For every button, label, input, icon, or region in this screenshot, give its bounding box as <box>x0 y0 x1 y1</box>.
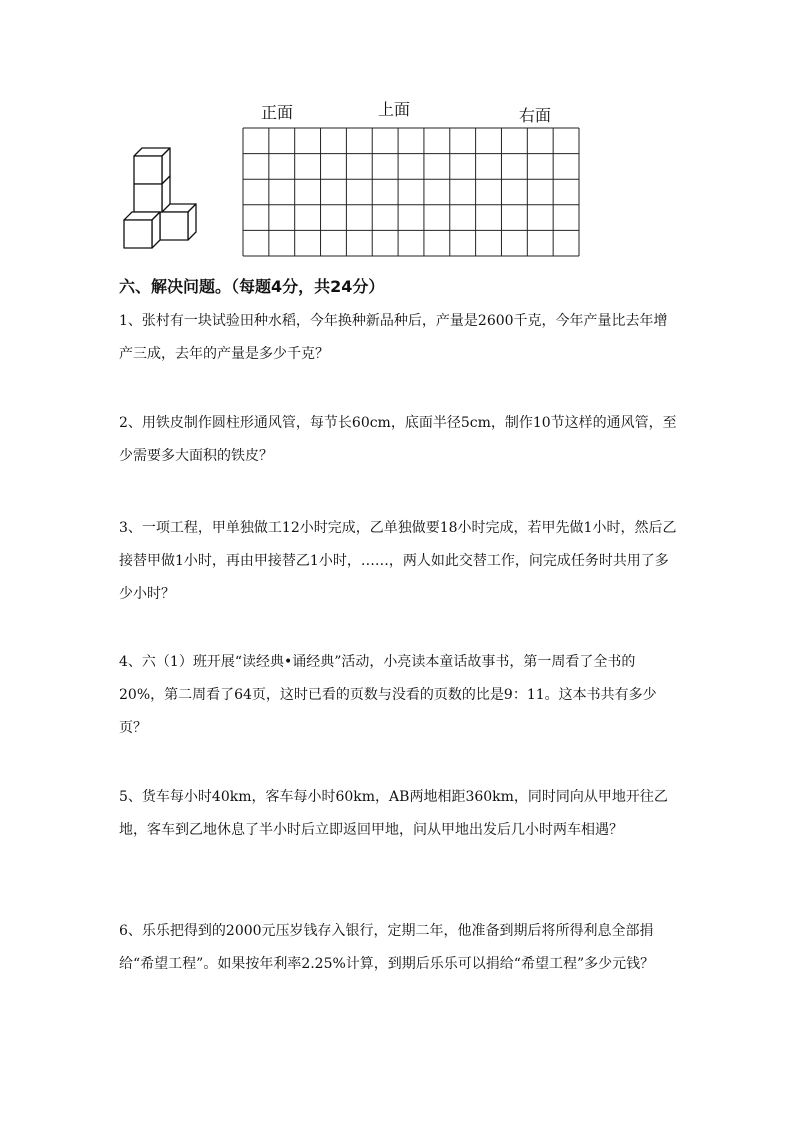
problem-2: 2、用铁皮制作圆柱形通风管，每节长60cm，底面半径5cm，制作10节这样的通风管，至少需要多大面积的铁皮？ <box>119 415 677 464</box>
label-right-view: 右面 <box>519 106 552 125</box>
label-top-view: 上面 <box>378 100 411 119</box>
problem-3: 3、一项工程，甲单独做工12小时完成，乙单独做要18小时完成，若甲先做1小时，然后乙接替甲做1小时，再由甲接替乙1小时，……，两人如此交替工作，问完成任务时共用了多少小时？ <box>119 520 677 602</box>
problem-1: 1、张村有一块试验田种水稻，今年换种新品种后，产量是2600千克，今年产量比去年增产三成，去年的产量是多少千克？ <box>119 313 668 362</box>
label-front-view: 正面 <box>261 103 294 122</box>
section-title: 六、解决问题。（每题4分，共24分） <box>119 277 385 296</box>
problem-6: 6、乐乐把得到的2000元压岁钱存入银行，定期二年，他准备到期后将所得利息全部捐给“希望工程”。如果按年利率2.25%计算，到期后乐乐可以捐给“希望工程”多少元钱？ <box>119 923 655 972</box>
cube-stack-figure <box>120 144 202 254</box>
problem-4: 4、六（1）班开展“读经典•诵经典”活动，小亮读本童话故事书，第一周看了全书的20%，第二周看了64页，这时已看的页数与没看的页数的比是9：11。这本书共有多少页？ <box>119 654 657 736</box>
problem-5: 5、货车每小时40km，客车每小时60km，AB两地相距360km，同时同向从甲地开往乙地，客车到乙地休息了半小时后立即返回甲地，问从甲地出发后几小时两车相遇？ <box>119 789 668 838</box>
drawing-grid <box>242 127 580 257</box>
